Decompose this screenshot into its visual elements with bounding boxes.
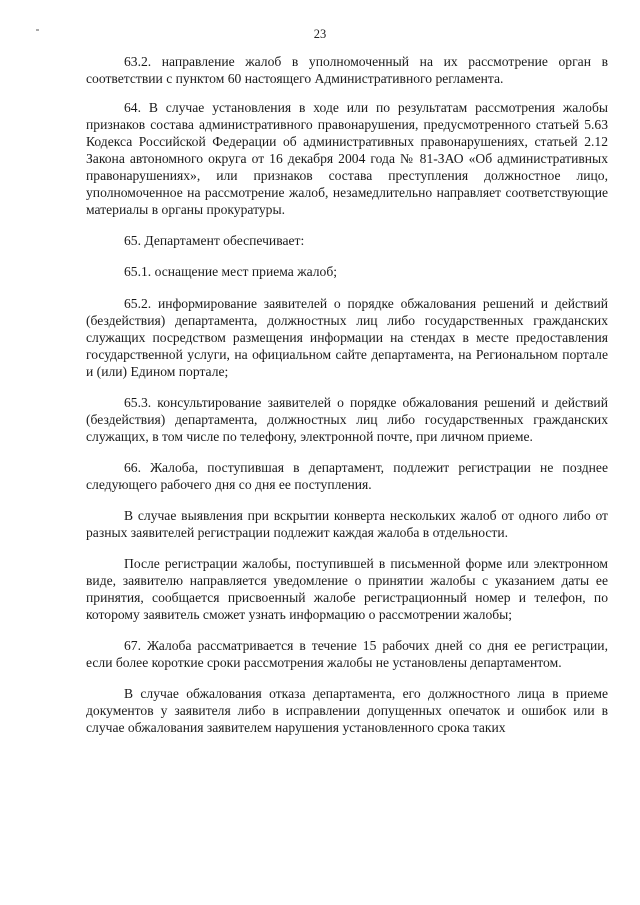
paragraph-65-1: 65.1. оснащение мест приема жалоб; <box>124 264 338 279</box>
paragraph-65-3: 65.3. консультирование заявителей о порядке обжалования решений и действий (бездействия) департамента, должностных лиц либо государственных гражданских служащих, в том числе по телефону, электронной почте, при личном приеме. <box>86 395 608 444</box>
document-body <box>86 53 608 756</box>
paragraph-65-2: 65.2. информирование заявителей о порядке обжалования решений и действий (бездействия) департамента, должностных лиц либо государственных гражданских служащих посредством размещения информации на стендах в месте предоставления государственной услуги, на официальном сайте департамента, на Региональном портале и (или) Едином портале; <box>86 296 608 379</box>
paragraph-63-2: 63.2. направление жалоб в уполномоченный на их рассмотрение орган в соответствии с пунктом 60 настоящего Административного регламента. <box>86 54 608 86</box>
paragraph-66: 66. Жалоба, поступившая в департамент, подлежит регистрации не позднее следующего рабочего дня со дня ее поступления. <box>86 460 608 492</box>
page-number: 23 <box>313 27 327 41</box>
paragraph-66-envelope: В случае выявления при вскрытии конверта нескольких жалоб от одного либо от разных заявителей регистрации подлежит каждая жалоба в отдельности. <box>86 508 608 540</box>
paragraph-66-notification: После регистрации жалобы, поступившей в письменной форме или электронном виде, заявителю направляется уведомление о принятии жалобы с указанием даты ее принятия, сообщается присвоенный жалобе регистрационный номер и телефон, по которому заявитель сможет узнать информацию о рассмотрении жалобы; <box>86 556 608 622</box>
paragraph-64: 64. В случае установления в ходе или по результатам рассмотрения жалобы признаков состава административного правонарушения, предусмотренного статьей 5.63 Кодекса Российской Федерации об административных правонарушениях, статьей 2.12 Закона автономного округа от 16 декабря 2004 года № 81-ЗАО «Об административных правонарушениях», или признаков состава преступления должностное лицо, уполномоченное на рассмотрение жалоб, незамедлительно направляет соответствующие материалы в органы прокуратуры. <box>86 100 608 217</box>
paragraph-67: 67. Жалоба рассматривается в течение 15 рабочих дней со дня ее регистрации, если более короткие сроки рассмотрения жалобы не установлены департаментом. <box>86 638 608 670</box>
paragraph-65: 65. Департамент обеспечивает: <box>124 233 305 248</box>
paragraph-67-refusal: В случае обжалования отказа департамента, его должностного лица в приеме документов у заявителя либо в исправлении допущенных опечаток и ошибок или в случае обжалования заявителем нарушения установленного срока таких <box>86 686 608 735</box>
